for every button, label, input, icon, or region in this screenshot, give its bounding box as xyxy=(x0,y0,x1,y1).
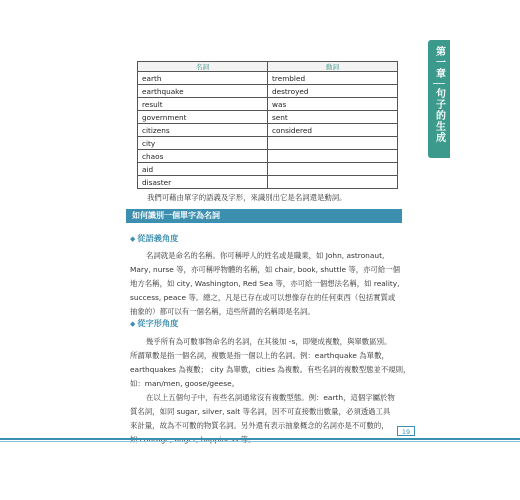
subheading-form-label: 從字形角度 xyxy=(137,318,179,328)
paragraph-line: Mary, nurse 等，亦可稱呼物體的名稱，如 chair, book, shuttle 等，亦可給一個 xyxy=(130,265,401,274)
subheading-semantic-label: 從語義角度 xyxy=(137,233,179,243)
footer-rule-thin xyxy=(0,441,520,442)
subheading-form xyxy=(130,318,178,329)
section-heading-bar xyxy=(126,209,402,223)
table-row xyxy=(138,176,398,189)
tab-divider xyxy=(433,83,445,84)
paragraph-line: 如：man/men, goose/geese。 xyxy=(130,379,240,388)
diamond-bullet-icon: ◆ xyxy=(130,235,136,243)
footer-rule xyxy=(0,438,520,440)
table-row xyxy=(138,124,398,137)
chapter-label: 第一章 xyxy=(433,46,445,79)
paragraph-line: 幾乎所有為可數事物命名的名詞，在其後加 -s，即變成複數，與單數區別。 xyxy=(146,337,392,346)
header-noun: 名詞 xyxy=(138,62,268,72)
paragraph-line: 抽象的）都可以有一個名稱，這些所謂的名稱即是名詞。 xyxy=(130,307,315,316)
chapter-side-tab xyxy=(428,40,450,158)
verb-cell: was xyxy=(268,98,398,111)
header-verb: 動詞 xyxy=(268,62,398,72)
paragraph-line: 地方名稱，如 city, Washington, Red Sea 等，亦可給一個想法名稱，如 reality, xyxy=(130,279,400,288)
table-row xyxy=(138,150,398,163)
table-row xyxy=(138,137,398,150)
noun-cell: earthquake xyxy=(138,85,268,98)
noun-cell: earth xyxy=(138,72,268,85)
diamond-bullet-icon: ◆ xyxy=(130,320,136,328)
table-row xyxy=(138,98,398,111)
verb-cell: considered xyxy=(268,124,398,137)
verb-cell xyxy=(268,150,398,163)
noun-cell: citizens xyxy=(138,124,268,137)
page-number: 19 xyxy=(397,426,415,436)
paragraph-line: 來計量，故為不可數的物質名詞。另外還有表示抽象概念的名詞亦是不可數的， xyxy=(130,421,389,430)
table-row xyxy=(138,163,398,176)
noun-cell: city xyxy=(138,137,268,150)
verb-cell: destroyed xyxy=(268,85,398,98)
paragraph-line: 在以上五個句子中，有些名詞通常沒有複數型態。例：earth，這個字屬於物 xyxy=(146,393,395,402)
verb-cell: sent xyxy=(268,111,398,124)
section-title: 如何識別一個單字為名詞 xyxy=(132,211,220,220)
noun-cell: government xyxy=(138,111,268,124)
verb-cell: trembled xyxy=(268,72,398,85)
chapter-title: 句子的生成 xyxy=(433,88,445,143)
table-row xyxy=(138,72,398,85)
noun-cell: result xyxy=(138,98,268,111)
noun-cell: chaos xyxy=(138,150,268,163)
verb-cell xyxy=(268,137,398,150)
table-header-row xyxy=(138,62,398,72)
paragraph-line: earthquakes 為複數； city 為單數，cities 為複數。有些名詞的複數型態並不規則， xyxy=(130,365,411,374)
paragraph-line: 質名詞，如同 sugar, silver, salt 等名詞，因不可直接數出數量，必須透過工具 xyxy=(130,407,391,416)
paragraph-line: success, peace 等。總之，凡是已存在或可以想像存在的任何東西（包括實質或 xyxy=(130,293,396,302)
verb-cell xyxy=(268,176,398,189)
paragraph-line: 所謂單數是指一個名詞，複數是指一個以上的名詞。例：earthquake 為單數， xyxy=(130,351,389,360)
paragraph-line: 名詞就是命名的名稱。你可稱呼人的姓名或是職業，如 John, astronaut, xyxy=(146,251,385,260)
intro-text: 我們可藉由單字的語義及字形，來識別出它是名詞還是動詞。 xyxy=(147,193,347,202)
subheading-semantic xyxy=(130,233,178,244)
noun-cell: aid xyxy=(138,163,268,176)
noun-cell: disaster xyxy=(138,176,268,189)
table-row xyxy=(138,111,398,124)
noun-verb-table xyxy=(137,61,398,189)
verb-cell xyxy=(268,163,398,176)
table-row xyxy=(138,85,398,98)
